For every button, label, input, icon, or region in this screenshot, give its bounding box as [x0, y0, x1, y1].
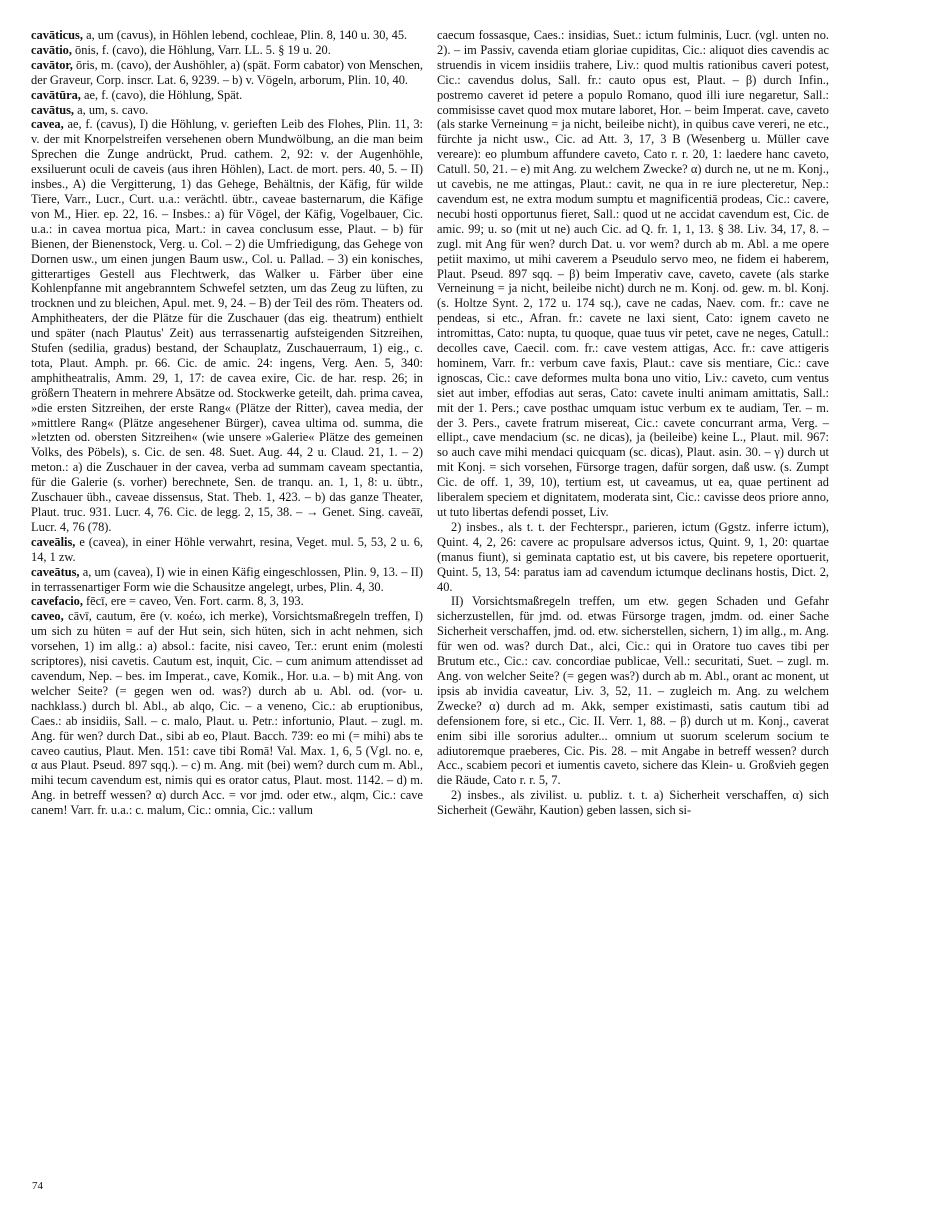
dictionary-entry — [437, 594, 829, 788]
right-column — [437, 28, 829, 1172]
entry-headword: cavātus, — [31, 102, 75, 117]
dictionary-entry — [437, 520, 829, 595]
page-number: 74 — [32, 1180, 43, 1192]
entry-headword: cavātor, — [31, 57, 73, 72]
entry-text: a, um, s. cavo. — [74, 102, 149, 117]
entry-headword: cavātūra, — [31, 87, 81, 102]
dictionary-entry — [31, 58, 423, 88]
entry-text: ae, f. (cavus), I) die Höhlung, v. gerieften Leib des Flohes, Plin. 11, 3: v. der mit Knorpelstreifen versehenen obern Mundwölbung, an die man beim Sprechen die Zunge andrückt, Prud. cathem. 2, 92: v. der Augenhöhle, exsiluerunt oculi de caveis (aus ihren Höhlen), Lact. de mort. pers. 40, 5. – II) insbes., A) die Vergitterung, 1) das Gehege, Behältnis, der Käfig, für wilde Tiere, Varr., Lucr., Curt. u.a.: verächtl. übtr., caveae basternarum, die Käfige von M., Hier. ep. 22, 16. – Insbes.: a) für Vögel, der Käfig, Vogelbauer, Cic. u.a.: in cavea mortua pica, Mart.: in cavea conclusum esse, Plaut. – b) für Bienen, der Bienenstock, Verg. u. Col. – 2) die Umfriedigung, das Gehege von Dornen usw., um einen jungen Baum usw., Col. u. Pallad. – 3) ein konisches, gitterartiges Gestell aus Flechtwerk, das Walker u. Färber über eine Kohlenpfanne mit angebranntem Schwefel setzten, um das Zeug zu lüften, zu trocknen und zu bleichen, Apul. met. 9, 24. – B) der Teil des röm. Theaters od. Amphitheaters, der die Plätze für die Zuschauer (das eig. theatrum) enthielt und später (nach Plautus' Zeit) aus terrassenartig aufsteigenden Sitzreihen, Stufen (sedilia, gradus) bestand, der Schauplatz, Zuschauerraum, 1) eig., c. tota, Plaut. Amph. pr. 66. Cic. de amic. 24: ingens, Verg. Aen. 5, 340: amphitheatralis, Amm. 29, 1, 17: de cavea exire, Cic. de har. resp. 26; in größern Theatern in mehrere Absätze od. Stockwerke geteilt, dah. prima cavea, »die ersten Sitzreihen, der erste Rang« (Plätze der Ritter), cavea media, der »mittlere Rang« (Plätze angesehener Bürger), cavea ultima od. summa, die »letzten od. obersten Sitzreihen« (wie unsere »Galerie« Plätze des gemeinen Volks, des Pöbels), s. Cic. de sen. 48. Suet. Aug. 44, 2 u. Claud. 21, 1. – 2) meton.: a) die Zuschauer in der cavea, verba ad summam caveam spectantia, für die Galerie (s. vorher) berechnete, Sen. de tranqu. an. 1, 1, 8: u. übtr., Zuschauer übh., caveae dissensus, Stat. Theb. 1, 423. – b) das ganze Theater, Plaut. truc. 931. Lucr. 4, 76. Cic. de legg. 2, 15, 38. – → Genet. Sing. caveāī, Lucr. 4, 76 (78). — [31, 117, 423, 534]
entry-text: 2) insbes., als t. t. der Fechterspr., parieren, ictum (Ggstz. inferre ictum), Quint. 4, 2, 26: cavere ac propulsare adversos ictus, Quint. 9, 1, 20: quartae (manus fiunt), si geminata captatio est, ut bis cavere, bis repetere oportuerit, Quint. 5, 13, 54: paratus iam ad cavendum ictumque declinans hostis, Dict. 2, 40. — [437, 519, 829, 594]
entry-headword: caveālis, — [31, 534, 76, 549]
entry-headword: cavāticus, — [31, 28, 83, 42]
entry-text: e (cavea), in einer Höhle verwahrt, resina, Veget. mul. 5, 53, 2 u. 6, 14, 1 zw. — [31, 534, 423, 564]
dictionary-entry — [31, 43, 423, 58]
entry-headword: caveātus, — [31, 564, 80, 579]
entry-text: ōris, m. (cavo), der Aushöhler, a) (spät. Form cabator) von Menschen, der Graveur, Corp. inscr. Lat. 6, 9239. – b) v. Vögeln, arborum, Plin. 10, 40. — [31, 57, 423, 87]
dictionary-entry — [437, 788, 829, 818]
dictionary-entry — [31, 88, 423, 103]
entry-headword: caveo, — [31, 609, 64, 624]
entry-headword: cavea, — [31, 117, 64, 132]
entry-text: a, um (cavea), I) wie in einen Käfig eingeschlossen, Plin. 9, 13. – II) in terrassenartiger Form wie die Schausitze angelegt, urbes, Plin. 4, 30. — [31, 564, 423, 594]
entry-headword: cavefacio, — [31, 594, 83, 609]
entry-text: ae, f. (cavo), die Höhlung, Spät. — [80, 87, 243, 102]
dictionary-entry — [31, 28, 423, 43]
left-column — [31, 28, 423, 1172]
dictionary-entry — [31, 609, 423, 818]
entry-text: fēcī, ere = caveo, Ven. Fort. carm. 8, 3, 193. — [82, 594, 304, 609]
dictionary-entry — [31, 594, 423, 609]
entry-text: caecum fossasque, Caes.: insidias, Suet.: ictum fulminis, Lucr. (vgl. unten no. 2). – im Passiv, cavenda etiam gloriae cupiditas, Cic.: aliquot dies cavendis ac struendis in vicem insidiis trahere, Liv.: quod multis rationibus caveri potest, Cic.: cavendus dolus, Sall. fr.: cauto opus est, Plaut. – β) durch Infin., postremo caveret id petere a populo Romano, quod illi iure negaretur, Sall.: commisisse cavet quod mox mutare laboret, Hor. – beim Imperat. cave, caveto (als starke Verneinung = ja nicht, beileibe nicht), in quibus cave vereri, ne etc., fürchte ja nicht usw., Cic. ad Att. 3, 17, 3 B (Wesenberg u. Müller cave vereare): eo plumbum affundere caveto, Cato r. r. 20, 1: laedere hanc caveto, Catull. 50, 21. – e) mit Ang. zu welchem Zwecke? α) durch ne, ut ne m. Konj., ut cavebis, ne me attingas, Plaut.: cavit, ne qua in re iure plecteretur, Nep.: cavendum est, ne extra modum sumptu et magnificentiā prodeas, Cic.: cavere, necubi hosti opportunus fieret, Sall.: quod ut ne accidat cavendum est, Cic. de amic. 99; u. so (mit ut ne) auch Cic. ad Q. fr. 1, 1, 13. § 38. Liv. 34, 17, 8. – zugl. mit Ang für wen? durch Dat. u. vor wem? durch ab m. Abl. a me opere petiit maximo, ut mihi caverem a Pseudulo servo meo, ne fidem ei haberem, Plaut. Pseud. 897 sqq. – β) beim Imperativ cave, caveto, cavete (als starke Verneinung = ja nicht, beileibe nicht) durch ne m. Konj. od. gew. m. bl. Konj. (s. Holtze Synt. 2, 172 u. 174 sq.), cave ne cadas, Naev. com. fr.: cave ne pendeas, si etc., Afran. fr.: cavete ne laxi sient, Cato: ignem caveto ne intromittas, Cato: nupta, tu quoque, quae tuus vir petet, cave ne neges, Catull.: decolles cave, Caecil. com. fr.: cave vestem attigas, Acc. fr.: cave attigeris hominem, Varr. fr.: verbum cave faxis, Plaut.: cave sis mentiare, Cic.: cave ignoscas, Cic.: cave deformes multa bona uno vitio, Liv.: caveto, cum ventus siet aut imber, effodias aut seras, Cato: cavete inulti animam amittatis, Sall.: mit der 1. Pers.; cave posthac umquam istuc verbum ex te audiam, Ter. – m. der 3. Pers., cavete fratrum misereat, Cic.: cavete concurrant arma, Verg. – ellipt., cave mendacium (sc. ne dicas), ja (beileibe) keine L., Plaut. mil. 967: so auch cave mihi mendaci quicquam (sc. dicas), Plaut. asin. 30. – γ) durch ut mit Konj. = sich vorsehen, Fürsorge tragen, dafür sorgen, daß usw. (s. Zumpt Cic. de off. 1, 39, 10), tertium est, ut caveamus, ut ea, quae pertinent ad liberalem speciem et dignitatem, moderata sint, Cic.: cavisse deos priore anno, ut tuto libertas defendi posset, Liv. — [437, 28, 829, 519]
entry-text: 2) insbes., als zivilist. u. publiz. t. t. a) Sicherheit verschaffen, α) sich Sicherheit (Gewähr, Kaution) geben lassen, sich si- — [437, 788, 829, 818]
entry-text: II) Vorsichtsmaßregeln treffen, um etw. gegen Schaden und Gefahr sicherzustellen, für jmd. od. etwas Fürsorge tragen, jmdm. od. einer Sache Sicherheit verschaffen, jmd. od. etw. sicherstellen, sichern, 1) im allg., m. Ang. für wen od. was? durch Dat., alci, Cic.: qui in Oratore tuo caves tibi per Brutum etc., Cic.: cav. concordiae publicae, Vell.: securitati, Suet. – zugl. m. Ang. von welcher Seite? (= gegen was?) durch ab m. Abl., orant ac monent, ut ipsis ab invidia caveatur, Liv. 3, 52, 11. – zugleich m. Ang. zu welchem Zwecke? α) durch ad m. Akk, semper existimasti, satis cautum tibi ad defensionem fore, si etc., Cic. II. Verr. 1, 88. – β) durch ut m. Konj., caverat enim sibi ille sororius adulter... omnium ut suorum scelerum socium te adiutoremque praeberes, Cic. Pis. 28. – mit Angabe in betreff wessen? durch Acc., scabiem pecori et iumentis caveto, sichere das Klein- u. Großvieh gegen die Räude, Cato r. r. 5, 7. — [437, 594, 829, 788]
dictionary-entry — [31, 535, 423, 565]
dictionary-entry — [31, 565, 423, 595]
dictionary-entry — [31, 103, 423, 118]
dictionary-entry — [31, 117, 423, 534]
entry-text: a, um (cavus), in Höhlen lebend, cochleae, Plin. 8, 140 u. 30, 45. — [82, 28, 408, 42]
entry-headword: cavātio, — [31, 42, 72, 57]
entry-text: ōnis, f. (cavo), die Höhlung, Varr. LL. 5. § 19 u. 20. — [71, 42, 331, 57]
entry-text: cāvī, cautum, ēre (v. κοέω, ich merke), Vorsichtsmaßregeln treffen, I) um sich zu hüten = auf der Hut sein, sich hüten, sich in acht nehmen, sich vorsehen, 1) im allg.: a) absol.: facite, nisi caveo, Ter.: erunt enim (molesti scriptores), nisi cavetis. Cautum est, inquit, Cic. – cum animum attendisset ad cavendum, Nep. – bes. im Imperat., cave, Komik., Hor. u.a. – b) mit Ang. von welcher Seite? (= gegen wen od. was?) durch ab u. Abl. od. (vor- u. nachklass.) durch bl. Abl., ab alqo, Cic. – a veneno, Cic.: ab eruptionibus, Caes.: ab insidiis, Sall. – c. malo, Plaut. u. Petr.: infortunio, Plaut. – zugl. m. Ang. für wen? durch Dat., sibi ab eo, Plaut. Bacch. 739: eo mi (= mihi) abs te caveo cautius, Plaut. Men. 151: cave tibi Romā! Val. Max. 1, 6, 5 (Vgl. no. e, α aus Plaut. Pseud. 897 sqq.). – c) m. Ang. mit (bei) wem? durch cum m. Abl., mihi tecum cavendum est, nimis qui es orator catus, Plaut. most. 1142. – d) m. Ang. in betreff wessen? α) durch Acc. = vor jmd. oder etw., alqm, Cic.: cave canem! Varr. fr. u.a.: c. malum, Cic.: omnia, Cic.: vallum — [31, 609, 423, 818]
dictionary-entry — [437, 28, 829, 520]
